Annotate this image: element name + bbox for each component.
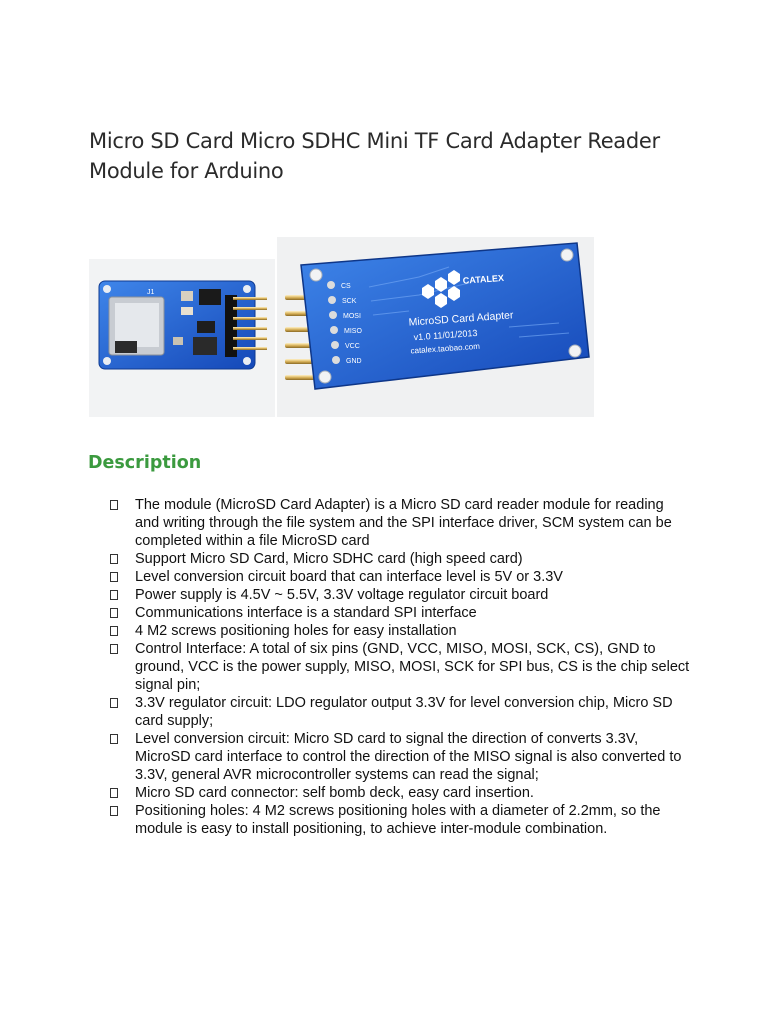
pin-label-sck: SCK	[342, 298, 357, 305]
pin-label-cs: CS	[341, 283, 351, 290]
list-item: Level conversion circuit board that can interface level is 5V or 3.3V	[110, 568, 690, 586]
pin-label-gnd: GND	[346, 358, 362, 365]
product-photo	[89, 237, 594, 417]
bullet-box-icon	[110, 644, 118, 654]
pin-label-vcc: VCC	[345, 343, 360, 350]
pin-label-mosi: MOSI	[343, 313, 361, 320]
list-item: Power supply is 4.5V ~ 5.5V, 3.3V voltage regulator circuit board	[110, 586, 690, 604]
section-heading: Description	[88, 453, 202, 473]
bullet-box-icon	[110, 554, 118, 564]
board-name: MicroSD Card Adapter	[408, 309, 514, 329]
page-title: Micro SD Card Micro SDHC Mini TF Card Adapter Reader Module for Arduino	[89, 129, 660, 183]
bullet-box-icon	[110, 806, 118, 816]
list-item: The module (MicroSD Card Adapter) is a Micro SD card reader module for reading and writing through the file system and the SPI interface driver, SCM system can be completed within a file MicroSD card	[110, 496, 690, 550]
list-item: 4 M2 screws positioning holes for easy installation	[110, 622, 690, 640]
bullet-box-icon	[110, 608, 118, 618]
pin-label-miso: MISO	[344, 328, 362, 335]
j1-label: J1	[147, 289, 155, 296]
bullet-box-icon	[110, 698, 118, 708]
list-item: Communications interface is a standard SPI interface	[110, 604, 690, 622]
board-site: catalex.taobao.com	[410, 341, 481, 356]
small-sd-module	[99, 281, 267, 369]
list-item: Control Interface: A total of six pins (GND, VCC, MISO, MOSI, SCK, CS), GND to ground, VCC is the power supply, MISO, MOSI, SCK for SPI bus, CS is the chip select signal pin;	[110, 640, 690, 694]
list-item: Micro SD card connector: self bomb deck, easy card insertion.	[110, 784, 690, 802]
list-item: Support Micro SD Card, Micro SDHC card (high speed card)	[110, 550, 690, 568]
regulator-chip	[197, 321, 215, 333]
list-item: Level conversion circuit: Micro SD card to signal the direction of converts 3.3V, MicroSD card interface to control the direction of the MISO signal is also converted to 3.3V, general AVR microcontroller systems can read the signal;	[110, 730, 690, 784]
bullet-box-icon	[110, 590, 118, 600]
board-version: v1.0 11/01/2013	[413, 327, 478, 343]
bullet-box-icon	[110, 572, 118, 582]
list-item: Positioning holes: 4 M2 screws positioning holes with a diameter of 2.2mm, so the module is easy to install positioning, to achieve inter-module combination.	[110, 802, 690, 838]
level-shifter-chip	[199, 289, 221, 305]
bullet-box-icon	[110, 734, 118, 744]
list-item: 3.3V regulator circuit: LDO regulator output 3.3V for level conversion chip, Micro SD card supply;	[110, 694, 690, 730]
description-list	[110, 496, 690, 838]
bullet-box-icon	[110, 788, 118, 798]
bullet-box-icon	[110, 500, 118, 510]
bullet-box-icon	[110, 626, 118, 636]
board-brand: CATALEX	[462, 272, 505, 286]
